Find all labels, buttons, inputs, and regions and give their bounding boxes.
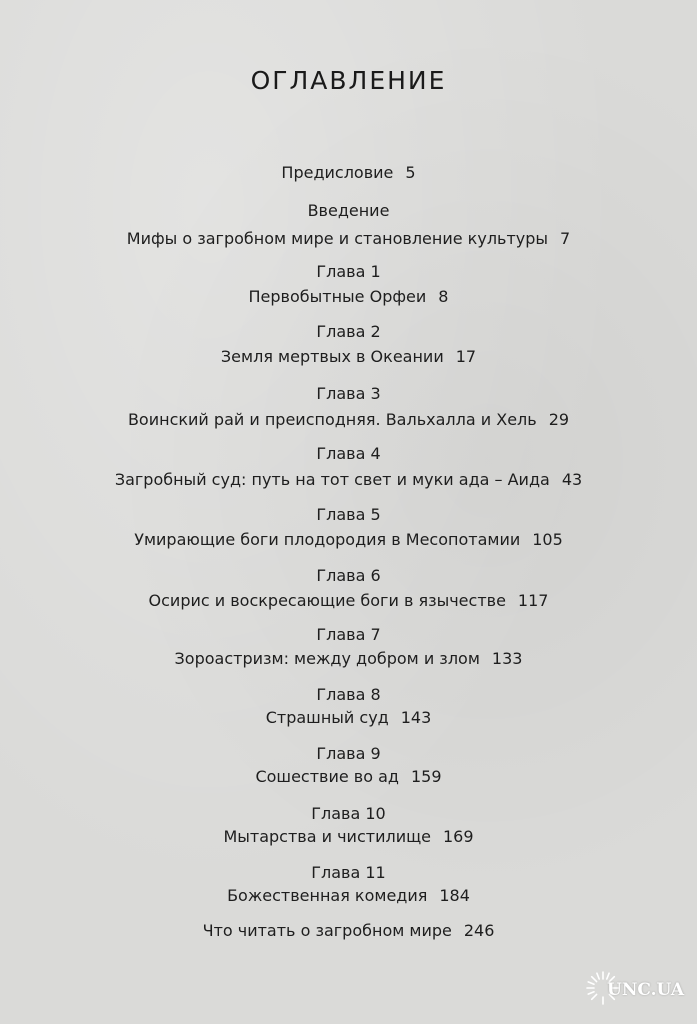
chapter-page: 143 <box>400 708 432 727</box>
chapter-label: Глава 1 <box>316 262 381 281</box>
chapter-title: Осирис и воскресающие боги в язычестве <box>148 591 506 610</box>
chapter-title: Божественная комедия <box>227 886 428 905</box>
watermark-text: UNC.UA <box>607 980 685 1000</box>
chapter-title: Мытарства и чистилище <box>223 827 431 846</box>
chapter-title: Первобытные Орфеи <box>248 287 427 306</box>
chapter-entry <box>0 708 697 728</box>
chapter-title: Загробный суд: путь на тот свет и муки ада – Аида <box>114 470 550 489</box>
chapter-title: Умирающие боги плодородия в Месопотамии <box>134 530 521 549</box>
toc-entry-preface <box>0 163 697 183</box>
chapter-entry <box>0 886 697 906</box>
chapter-entry <box>0 530 697 550</box>
chapter-label: Глава 2 <box>316 322 381 341</box>
toc-entry-page: 5 <box>405 163 416 182</box>
chapter-title: Страшный суд <box>265 708 389 727</box>
chapter-entry <box>0 591 697 611</box>
toc-entry-intro <box>0 229 697 249</box>
chapter-page: 8 <box>438 287 449 306</box>
chapter-label: Глава 3 <box>316 384 381 403</box>
chapter-title: Зороастризм: между добром и злом <box>174 649 480 668</box>
watermark <box>583 962 693 1014</box>
chapter-title: Сошествие во ад <box>255 767 399 786</box>
chapter-label: Глава 10 <box>311 804 386 823</box>
chapter-entry <box>0 410 697 430</box>
chapter-label: Глава 7 <box>316 625 381 644</box>
chapter-page: 17 <box>455 347 477 366</box>
chapter-page: 169 <box>443 827 474 846</box>
chapter-page: 29 <box>548 410 570 429</box>
chapter-page: 105 <box>532 530 563 549</box>
chapter-page: 133 <box>491 649 523 668</box>
chapter-entry <box>0 767 697 787</box>
chapter-entry <box>0 347 697 367</box>
chapter-title: Воинский рай и преисподняя. Вальхалла и Хель <box>127 410 537 429</box>
chapter-entry <box>0 827 697 847</box>
toc-entry-reading <box>0 921 697 941</box>
chapter-entry <box>0 470 697 490</box>
chapter-label: Глава 5 <box>316 505 381 524</box>
toc-entry-title: Что читать о загробном мире <box>202 921 452 940</box>
toc-entry-intro-label: Введение <box>307 201 390 220</box>
chapter-page: 159 <box>410 767 442 786</box>
chapter-title: Земля мертвых в Океании <box>220 347 444 366</box>
chapter-label: Глава 11 <box>311 863 386 882</box>
chapter-entry <box>0 649 697 669</box>
toc-entry-page: 7 <box>560 229 571 248</box>
chapter-label: Глава 8 <box>316 685 381 704</box>
chapter-page: 184 <box>439 886 470 905</box>
chapter-label: Глава 6 <box>316 566 381 585</box>
chapter-label: Глава 9 <box>316 744 381 763</box>
chapter-entry <box>0 287 697 307</box>
toc-heading: ОГЛАВЛЕНИЕ <box>250 66 447 95</box>
chapter-label: Глава 4 <box>316 444 381 463</box>
toc-entry-page: 246 <box>463 921 495 940</box>
chapter-page: 117 <box>517 591 549 610</box>
toc-entry-title: Мифы о загробном мире и становление культуры <box>126 229 549 248</box>
toc-entry-title: Предисловие <box>281 163 394 182</box>
chapter-page: 43 <box>561 470 583 489</box>
